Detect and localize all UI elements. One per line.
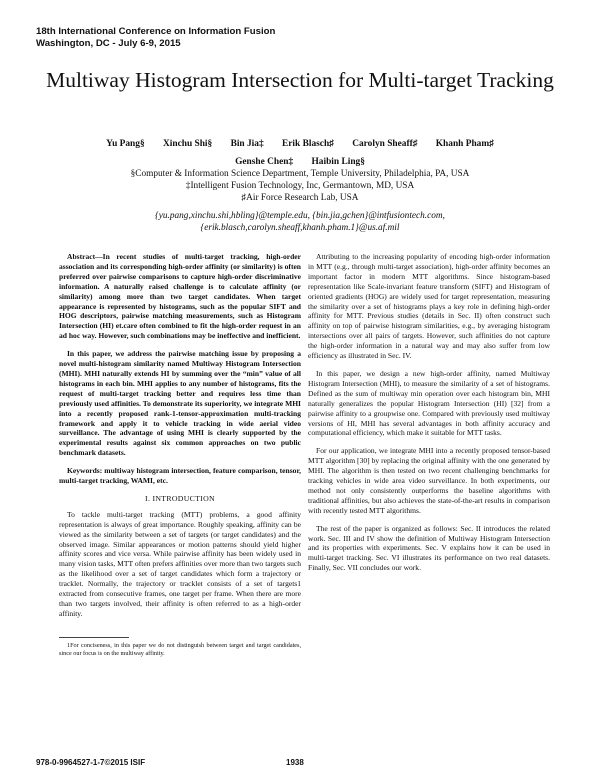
author: Erik Blasch♯ [282,139,334,149]
body-paragraph: In this paper, we design a new high-order affinity, named Multiway Histogram Intersection (MHI), to measure the similarity of a set of histograms. Defined as the sum of multiway min operation over each histogram bin, MHI naturally generalizes the popular Histogram Intersection (HI) [32] from a pairwise affinity to a groupwise one. Compared with previously used multiway versions of HI, MHI has several advantages in both affinity accuracy and computational efficiency, which make it suitable for MTT tasks. [308,368,550,438]
isbn-footer: 978-0-9964527-1-7©2015 ISIF [36,758,146,767]
body-paragraph: For our application, we integrate MHI into a recently proposed tensor-based MTT algorithm [30] by replacing the original affinity with the one generated by MHI. The algorithm is then tested on two recent challenging benchmarks for tracking vehicles in wide area video surveillance. In both experiments, our method not only consistently outperforms the baseline algorithms with traditional affinities, but also achieves the state-of-the-art results in comparison with recently tested MTT algorithms. [308,446,550,515]
body-paragraph: Attributing to the increasing popularity of encoding high-order information in MTT (e.g., through multi-target association), high-order affinity becomes an important factor in modern MTT algorithms. Since histogram-based representation like Scale-invariant feature transform (SIFT) and Histogram of oriented gradients (HOG) are widely used for target representation, measuring the similarity over a set of histograms plays a key role in defining high-order affinity for MTT. Previous studies (details in Sec. II) often construct such affinity on top of pairwise histogram similarities, e.g., by averaging histogram intersections over all pairs of targets. However, such affinities do not capture the high-order information in a natural way and may also suffer from low efficiency as illustrated in Sec. IV. [308,252,550,361]
paper-title: Multiway Histogram Intersection for Multi-target Tracking [46,68,554,92]
section-heading: I. INTRODUCTION [145,493,215,503]
keywords: Keywords: multiway histogram intersection, feature comparison, tensor, multi-target tracking, WAMI, etc. [59,466,301,486]
abstract-paragraph: Abstract—In recent studies of multi-target tracking, high-order association and its corresponding high-order affinity (or similarity) is often preferred over pairwise comparisons to capture high-order discriminative information. A naturally raised challenge is to calculate affinity (or similarity) among more than two target candidates. When target appearance is represented by histograms, such as the popular SIFT and HOG descriptors, pairwise matching measurements, such as Histogram Intersection (HI) et.care often combined to fit the high-order request in an ad hoc way. However, such combinations may be ineffective and inefficient. [59,252,301,341]
footnote-rule [59,637,129,638]
email-line: {erik.blasch,carolyn.sheaff,khanh.pham.1}@us.af.mil [200,223,400,233]
abstract-paragraph: In this paper, we address the pairwise matching issue by proposing a novel multi-histogram similarity named Multiway Histogram Intersection (MHI). MHI naturally extends HI by summing over the “min” value of all histograms in each bin. MHI applies to any number of histograms, fits the request of multi-target tracking better and requires less time than previously used affinities. To demonstrate its superiority, we integrate MHI into a recently proposed rank-1-tensor-approximation multi-tracking framework and apply it to vehicle tracking in wide aerial video surveillance. The advantage of using MHI is clearly supported by the experimental results against six common approaches on two public benchmark datasets. [59,349,301,458]
right-column [308,252,550,581]
author: Khanh Pham♯ [435,139,494,149]
emails [60,210,540,234]
author-list [50,135,550,171]
abstract [59,252,301,486]
body-paragraph: The rest of the paper is organized as follows: Sec. II introduces the related work. Sec. III and IV show the definition of Multiway Histogram Intersection and its properties with experiments. Sec. V explains how it can be used in multi-target tracking. Sec. VI illustrates its performance on two real datasets. Finally, Sec. VII concludes our work. [308,523,550,573]
author: Yu Pang§ [106,139,145,149]
author: Xinchu Shi§ [162,139,213,149]
affiliations [60,168,540,204]
email-line: {yu.pang,xinchu.shi,hbling}@temple.edu, {bin.jia,gchen}@intfusiontech.com, [155,211,445,221]
author: Carolyn Sheaff♯ [352,139,418,149]
affiliation: ‡Intelligent Fusion Technology, Inc, Germantown, MD, USA [185,181,415,191]
affiliation: §Computer & Information Science Department, Temple University, Philadelphia, PA, USA [130,169,470,179]
affiliation: ♯Air Force Research Lab, USA [241,193,359,203]
footnote: 1For conciseness, in this paper we do not distinguish between target and target candidates, since our focus is on the multiway affinity. [59,641,301,657]
author: Genshe Chen‡ [235,157,294,167]
conference-header: 18th International Conference on Information Fusion Washington, DC - July 6-9, 2015 [36,26,276,49]
left-column [59,252,301,658]
author: Haibin Ling§ [311,157,365,167]
body-paragraph: To tackle multi-target tracking (MTT) problems, a good affinity representation is always of great importance. Roughly speaking, affinity can be viewed as the similarity between a set of targets (or target candidates) and the observed image. Similar appearances or motion patterns should yield higher affinity scores and vice versa. While pairwise affinity has been widely used in many vision tasks, MTT often prefers affinities over more than two targets such as the likelihood over a set of target candidates which form a trajectory or tracklet. Normally, the trajectory or tracklet consists of a set of targets1 extracted from consecutive frames, one target per frame. When there are more than two targets involved, their affinity is often referred to as a high-order affinity. [59,509,301,618]
author: Bin Jia‡ [230,139,264,149]
page-number: 1938 [286,758,304,767]
